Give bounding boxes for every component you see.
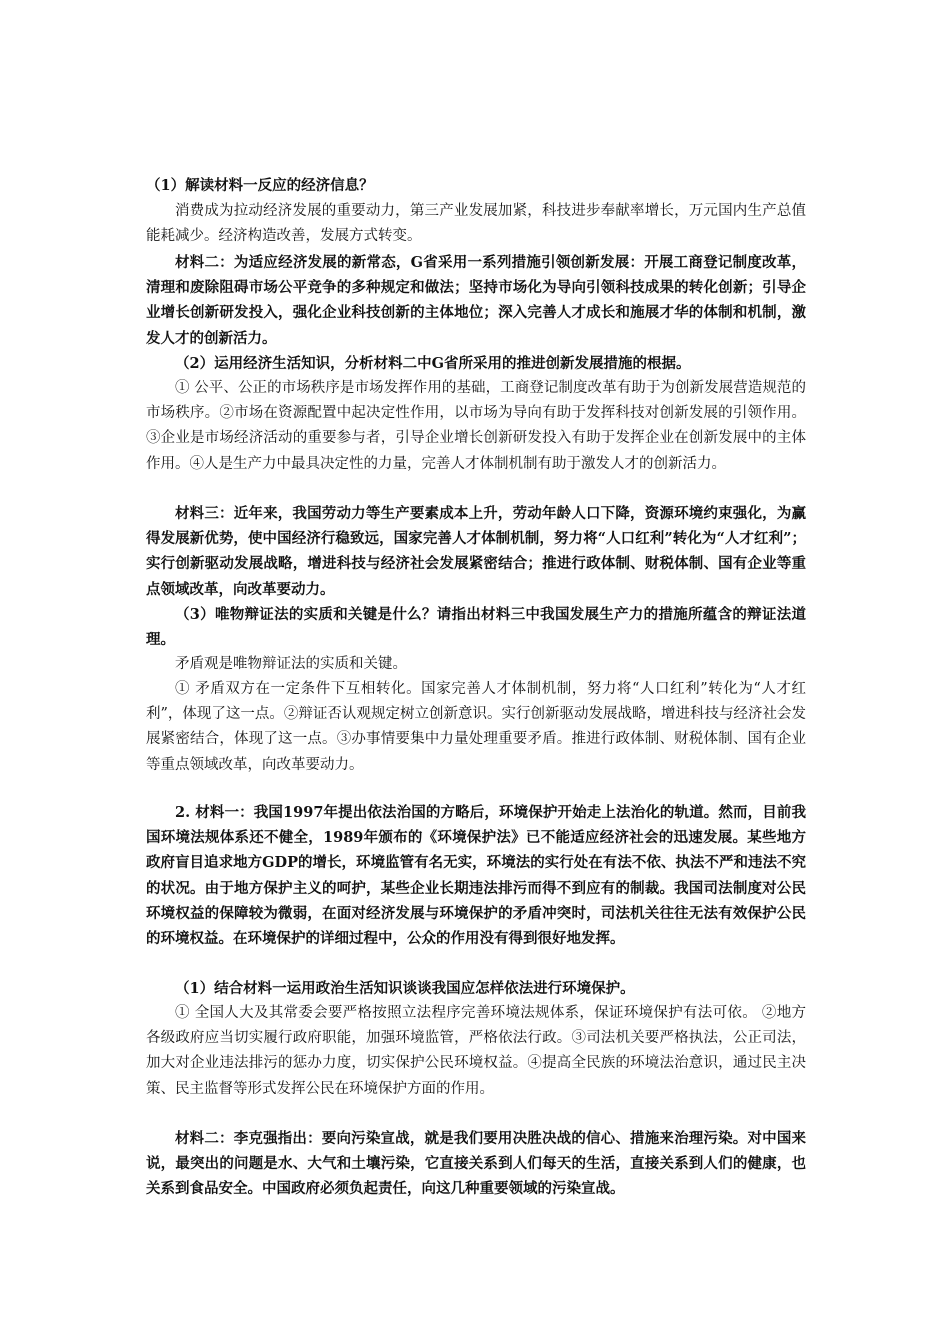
question-3-answer-detail: ① 矛盾双方在一定条件下互相转化。国家完善人才体制机制，努力将“人口红利”转化为“人才红利”，体现了这一点。②辩证否认观规定树立创新意识。实行创新驱动发展战略，增进科技与经济社会发展紧密结合，体现了这一点。③办事情要集中力量处理重要矛盾。推进行政体制、财税体制、国有企业等重点领域改革，向改革要动力。 [146,681,806,773]
question-1-answer: 消费成为拉动经济发展的重要动力，第三产业发展加紧，科技进步奉献率增长，万元国内生产总值能耗减少。经济构造改善，发展方式转变。 [146,203,806,245]
question-2-answer: ① 公平、公正的市场秩序是市场发挥作用的基础，工商登记制度改革有助于为创新发展营造规范的市场秩序。②市场在资源配置中起决定性作用，以市场为导向有助于发挥科技对创新发展的引领作用。③企业是市场经济活动的重要参与者，引导企业增长创新研发投入有助于发挥企业在创新发展中的主体作用。④人是生产力中最具决定性的力量，完善人才体制机制有助于激发人才的创新活力。 [146,380,806,472]
part-2-question-1-answer: ① 全国人大及其常委会要严格按照立法程序完善环境法规体系，保证环境保护有法可依。 ②地方各级政府应当切实履行政府职能，加强环境监管，严格依法行政。③司法机关要严格执法，公正司法，加大对企业违法排污的惩办力度，切实保护公民环境权益。④提高全民族的环境法治意识，通过民主决策、民主监督等形式发挥公民在环境保护方面的作用。 [146,1005,806,1097]
question-1-title: （1）解读材料一反应的经济信息？ [146,177,374,194]
question-3-title: （3）唯物辩证法的实质和关键是什么？请指出材料三中我国发展生产力的措施所蕴含的辩证法道理。 [146,606,806,649]
part-2-question-1-title: （1）结合材料一运用政治生活知识谈谈我国应怎样依法进行环境保护。 [175,980,635,997]
question-3-answer-summary: 矛盾观是唯物辩证法的实质和关键。 [175,656,407,672]
question-2-title: （2）运用经济生活知识，分析材料二中G省所采用的推进创新发展措施的根据。 [175,355,691,372]
material-3: 材料三：近年来，我国劳动力等生产要素成本上升，劳动年龄人口下降，资源环境约束强化，为赢得发展新优势，使中国经济行稳致远，国家完善人才体制机制，努力将“人口红利”转化为“人才红利”；实行创新驱动发展战略，增进科技与经济社会发展紧密结合；推进行政体制、财税体制、国有企业等重点领域改革，向改革要动力。 [146,505,806,598]
material-2: 材料二：为适应经济发展的新常态，G省采用一系列措施引领创新发展：开展工商登记制度改革，清理和废除阻碍市场公平竞争的多种规定和做法；坚持市场化为导向引领科技成果的转化创新；引导企业增长创新研发投入，强化企业科技创新的主体地位；深入完善人才成长和施展才华的体制和机制，激发人才的创新活力。 [146,254,806,347]
part-2-material-1: 2. 材料一：我国1997年提出依法治国的方略后，环境保护开始走上法治化的轨道。然而，目前我国环境法规体系还不健全，1989年颁布的《环境保护法》已不能适应经济社会的迅速发展。某些地方政府盲目追求地方GDP的增长，环境监管有名无实，环境法的实行处在有法不依、执法不严和违法不究的状况。由于地方保护主义的呵护，某些企业长期违法排污而得不到应有的制裁。我国司法制度对公民环境权益的保障较为微弱，在面对经济发展与环境保护的矛盾冲突时，司法机关往往无法有效保护公民的环境权益。在环境保护的详细过程中，公众的作用没有得到很好地发挥。 [146,804,806,948]
part-2-material-2: 材料二：李克强指出：要向污染宣战，就是我们要用决胜决战的信心、措施来治理污染。对中国来说，最突出的问题是水、大气和土壤污染，它直接关系到人们每天的生活，直接关系到人们的健康，也关系到食品安全。中国政府必须负起责任，向这几种重要领域的污染宣战。 [146,1130,806,1198]
